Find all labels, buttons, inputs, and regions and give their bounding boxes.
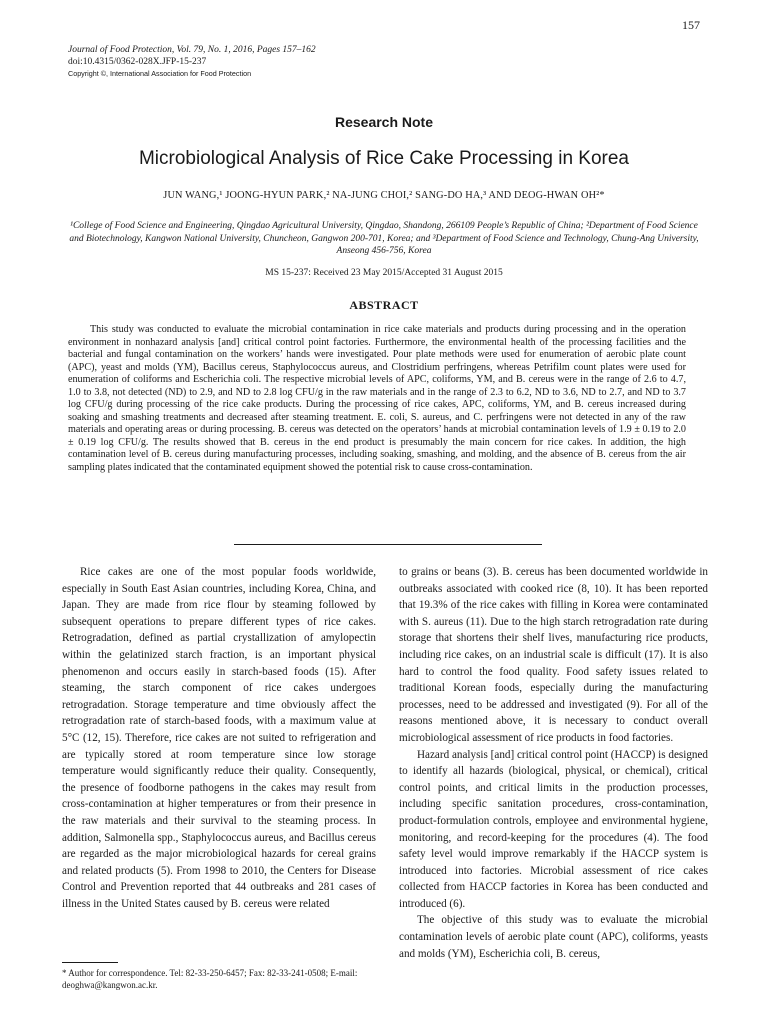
correspondence-footnote: * Author for correspondence. Tel: 82-33-250-6457; Fax: 82-33-241-0508; E-mail: deoghwa@kangwon.ac.kr. bbox=[62, 968, 358, 990]
copyright: Copyright ©, International Association for Food Protection bbox=[68, 69, 252, 78]
affiliations: ¹College of Food Science and Engineering, Qingdao Agricultural University, Qingdao, Shandong, 266109 People’s Republic of China; ²Department of Food Science and Biotechnology, Kangwon National University, Chuncheon, Gangwon 200-701, Korea; and ³Department of Food Science and Technology, Chung-Ang University, Anseong 456-756, Korea bbox=[69, 221, 699, 257]
doi: doi:10.4315/0362-028X.JFP-15-237 bbox=[68, 57, 207, 67]
body-column-right bbox=[399, 564, 708, 962]
section-divider bbox=[234, 544, 542, 545]
authors: JUN WANG,¹ JOONG-HYUN PARK,² NA-JUNG CHOI,² SANG-DO HA,³ AND DEOG-HWAN OH²* bbox=[163, 190, 605, 201]
intro-paragraph-3: The objective of this study was to evaluate the microbial contamination levels of aerobic plate count (APC), coliforms, yeasts and molds (YM), Escherichia coli, B. cereus, bbox=[399, 914, 708, 960]
intro-paragraph-1-cont: to grains or beans (3). B. cereus has been documented worldwide in outbreaks associated with cooked rice (8, 10). It has been reported that 19.3% of the rice cakes with filling in Korea were contaminated with S. aureus (11). Due to the high starch retrogradation rate during storage that shortens their shelf lives, manufacturing rice products, including rice cakes, on an industrial scale is difficult (17). It is also hard to control the food quality. Food safety issues related to traditional Korean foods, especially during the manufacturing processes, need to be addressed and investigated (9). For all of the reasons mentioned above, it is necessary to conduct overall microbiological assessment of rice products in food factories. bbox=[399, 566, 708, 744]
paper-title: Microbiological Analysis of Rice Cake Processing in Korea bbox=[138, 148, 629, 169]
intro-paragraph-1: Rice cakes are one of the most popular foods worldwide, especially in South East Asian countries, including Korea, China, and Japan. They are made from rice flour by steaming followed by subsequent operations to prepare different types of rice cakes. Retrogradation, defined as partial crystallization of amylopectin within the gelatinized starch fraction, is an important physical phenomenon and occurs easily in starch-based foods (15). After steaming, the starch component of rice cakes undergoes retrogradation. Storage temperature and time obviously affect the retrogradation rate of starch-based foods, with a maximum value at 5°C (12, 15). Therefore, rice cakes are not suited to refrigeration and are typically stored at room temperature since low storage temperature would significantly reduce their quality. Consequently, the presence of foodborne pathogens in the cakes may result from cross-contamination at higher temperatures or from their presence in the raw materials and their survival to the steaming process. In addition, Salmonella spp., Staphylococcus aureus, and Bacillus cereus are regarded as the major microbiological hazards for cereal grains and related products (5). From 1998 to 2010, the Centers for Disease Control and Prevention reported that 44 outbreaks and 281 cases of illness in the United States caused by B. cereus were related bbox=[62, 566, 376, 910]
section-label: Research Note bbox=[334, 114, 434, 130]
intro-paragraph-2: Hazard analysis [and] critical control point (HACCP) is designed to identify all hazards (biological, physical, or chemical), critical control points, and critical limits in the production processes, including specific sanitation procedures, cross-contamination, product-formulation controls, employee and environmental hygiene, monitoring, and record-keeping for the procedures (4). The food safety level would improve remarkably if the HACCP system is introduced into factories. Microbial assessment of rice cakes collected from HACCP factories in Korea has been conducted and introduced (6). bbox=[399, 748, 708, 910]
journal-citation: Journal of Food Protection, Vol. 79, No. 1, 2016, Pages 157–162 bbox=[68, 45, 316, 55]
page-number: 157 bbox=[682, 18, 700, 32]
received-dates: MS 15-237: Received 23 May 2015/Accepted 31 August 2015 bbox=[265, 268, 503, 278]
abstract-text: This study was conducted to evaluate the microbial contamination in rice cake materials and products during processing and in the operation environment in nonhazard analysis [and] critical control point factories. Furthermore, the environmental health of the processing facilities and the bacterial and fungal contamination on the workers’ hands were investigated. Pour plate methods were used for enumeration of aerobic plate count (APC), yeast and molds (YM), Bacillus cereus, Staphylococcus aureus, and Clostridium perfringens, whereas Petrifilm count plates were used for enumeration of coliforms and Escherichia coli. The respective microbial levels of APC, coliforms, YM, and B. cereus were in the range of 2.6 to 4.7, 1.0 to 3.8, not detected (ND) to 2.9, and ND to 2.8 log CFU/g in the raw materials and in the range of 2.3 to 6.2, ND to 3.6, ND to 2.7, and ND to 3.7 log CFU/g during processing of the rice cake products. During the processing of rice cakes, APC, coliforms, YM, and B. cereus increased during soaking and smashing treatments and decreased after steaming treatment. E. coli, S. aureus, and C. perfringens were not detected in any of the raw materials and operating areas or during processing. B. cereus was detected on the operators’ hands at microbial contamination levels of 1.9 ± 0.19 to 2.0 ± 0.19 log CFU/g. The results showed that B. cereus in the end product is presumably the main concern for rice cakes. In addition, the high contamination level of B. cereus during manufacturing processes, including soaking, smashing, and molding, and the absence of B. cereus from the air sampling plates indicated that the contaminated equipment showed the potential risk to cause cross-contamination. bbox=[68, 324, 686, 474]
footnote-rule bbox=[62, 962, 118, 963]
journal-header bbox=[68, 44, 316, 80]
abstract-heading: ABSTRACT bbox=[349, 298, 419, 312]
body-column-left bbox=[62, 564, 376, 912]
